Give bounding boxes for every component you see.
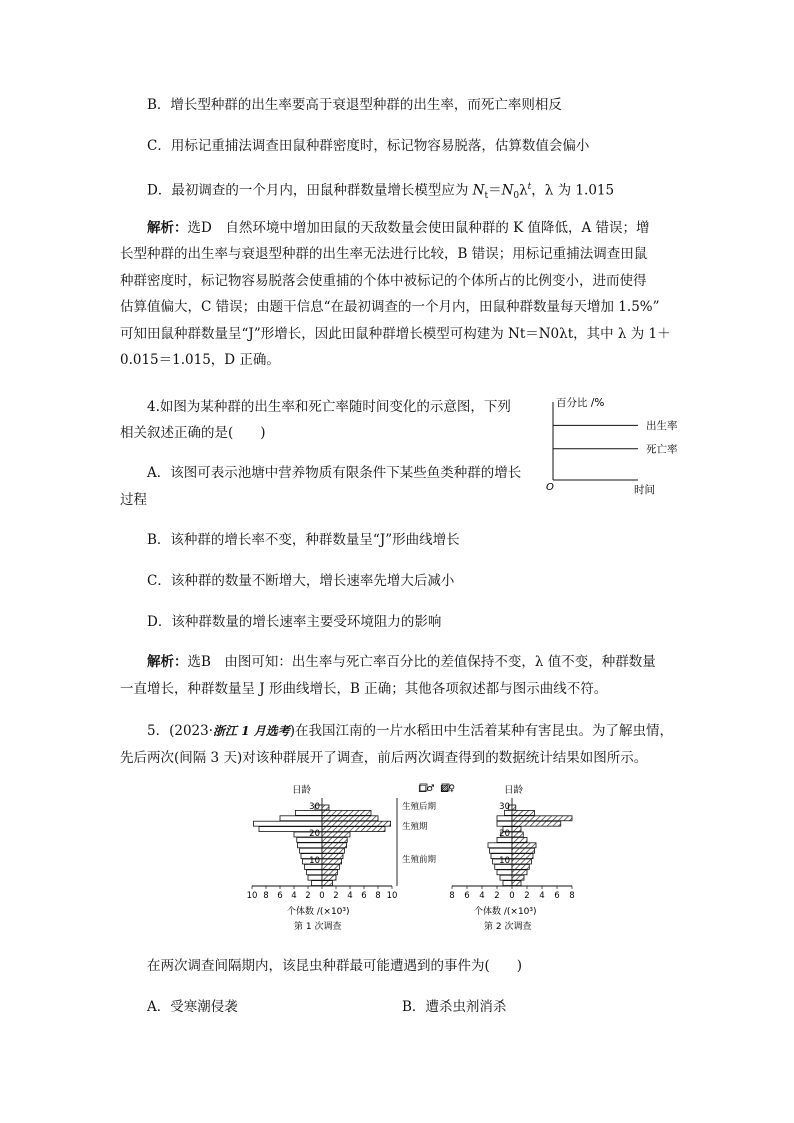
q5-pyr1-x-tick: 2 (305, 891, 311, 901)
q4-stem-line-2: 相关叙述正确的是( ) (120, 425, 266, 441)
q4-option-c: C．该种群的数量不断增大，增长速率先增大后减小 (147, 573, 455, 589)
q3-option-d: D．最初调查的一个月内，田鼠种群数量增长模型应为 $N_t=N_0\lambda^t$，λ 为 1.015 (147, 182, 615, 202)
q5-pyr2-male-bar (497, 870, 512, 875)
q4-x-label: 时间 (634, 484, 655, 496)
q5-pyr1-male-bar (312, 881, 323, 886)
q5-pyr2-male-bar (503, 881, 512, 886)
q5-c1-stage-post: 生殖后期 (402, 802, 437, 812)
q5-pyr1-female-bar (322, 827, 385, 832)
q5-pyr2-female-bar (512, 805, 516, 810)
q5-pyr2-female-bar (512, 875, 524, 880)
q5-pyr1-x-tick: 10 (246, 891, 258, 901)
q5-pyr1-y-tick: 30 (309, 802, 320, 812)
q5-pyr1-x-tick: 8 (375, 891, 381, 901)
q5-pyr1-female-bar (322, 832, 350, 837)
q4-stem-line-1: 4.如图为某种群的出生率和死亡率随时间变化的示意图，下列 (147, 399, 511, 415)
q5-pyr1-x-tick: 0 (319, 891, 325, 901)
q5-pyr1-male-bar (253, 821, 322, 826)
q5-pyr1-x-tick: 4 (291, 891, 297, 901)
q5-pyr1-y-tick: 10 (309, 856, 320, 866)
q5-pyr1-female-bar (322, 881, 333, 886)
q5-pyr1-male-bar (308, 875, 322, 880)
q3-analysis-line-5: 可知田鼠种群数量呈“J”形增长，因此田鼠种群增长模型可构建为 Nt＝N0λt，其中 λ 为 1＋ (120, 326, 671, 342)
q5-pyr2-male-bar (497, 816, 512, 821)
q5-pyr2-x-tick: 8 (449, 891, 455, 901)
q5-pyr1-male-bar (280, 816, 322, 821)
q5-pyr2-x-tick: 8 (569, 891, 575, 901)
q5-pyr1-female-bar (322, 810, 371, 815)
q5-pyr2-y-tick: 30 (499, 802, 510, 812)
q5-pyr1-female-bar (322, 870, 337, 875)
q5-pyr1-female-bar (322, 864, 340, 869)
q5-pyr1-x-tick: 6 (361, 891, 367, 901)
q5-pyr2-female-bar (512, 848, 535, 853)
q5-pyr1-x-tick: 6 (277, 891, 283, 901)
q5-pyr2-female-bar (512, 870, 527, 875)
q5-c1-ylabel: 日龄 (292, 785, 312, 796)
q3-option-c: C．用标记重捕法调查田鼠种群密度时，标记物容易脱落，估算数值会偏小 (147, 138, 590, 154)
q5-stem-line-2: 先后两次(间隔 3 天)对该种群展开了调查，前后两次调查得到的数据统计结果如图所示。 (120, 750, 648, 766)
q5-pyr2-female-bar (512, 827, 521, 832)
q5-pyr2-x-tick: 4 (479, 891, 485, 901)
q4-rate-chart (538, 392, 688, 500)
q5-pyr1-x-tick: 4 (347, 891, 353, 901)
q3-analysis-line-4: 估算值偏大，C 错误；由题干信息“在最初调查的一个月内，田鼠种群数量每天增加 1.5%” (120, 299, 660, 315)
q5-pyr2-x-tick: 4 (539, 891, 545, 901)
q5-pyr2-male-bar (490, 848, 513, 853)
q4-analysis-line-2: 一直增长，种群数量呈 J 形曲线增长，B 正确；其他各项叙述都与图示曲线不符。 (120, 681, 608, 697)
q5-pyr1-x-tick: 8 (263, 891, 269, 901)
q5-question: 在两次调查间隔期内，该昆虫种群最可能遭遇到的事件为( ) (147, 958, 523, 974)
q5-pyr2-female-bar (512, 859, 532, 864)
q5-pyr2-female-bar (512, 832, 523, 837)
q5-c1-stage-pre: 生殖前期 (402, 855, 437, 865)
q5-pyr1-x-tick: 2 (333, 891, 339, 901)
q5-pyr2-male-bar (488, 843, 512, 848)
q5-c2-ylabel: 日龄 (504, 785, 524, 796)
q5-pyr2-y-tick: 10 (499, 856, 510, 866)
q5-pyr2-female-bar (512, 837, 527, 842)
q5-pyr2-female-bar (512, 821, 561, 826)
q5-pyr2-female-bar (512, 816, 572, 821)
q5-pyr2-female-bar (512, 864, 529, 869)
q4-analysis-line-1: 解析：选B 由图可知：出生率与死亡率百分比的差值保持不变，λ 值不变，种群数量 (147, 654, 656, 670)
q5-pyr1-female-bar (322, 859, 342, 864)
q5-option-b: B．遭杀虫剂消杀 (402, 999, 507, 1015)
q5-c1-title: 第 1 次调查 (294, 922, 342, 932)
q5-pyr1-female-bar (322, 816, 378, 821)
q5-pyr1-male-bar (307, 870, 322, 875)
q5-option-a: A．受寒潮侵袭 (147, 999, 238, 1015)
q5-pyr1-female-bar (322, 843, 347, 848)
q5-pyr2-x-tick: 0 (509, 891, 515, 901)
q5-pyr1-x-tick: 10 (386, 891, 398, 901)
q5-pyr2-female-bar (512, 854, 533, 859)
q5-pyr2-x-tick: 6 (554, 891, 560, 901)
q5-chart-2 (449, 784, 574, 932)
q5-pyr2-female-bar (512, 843, 536, 848)
q3-analysis-line-1: 解析：选D 自然环境中增加田鼠的天敌数量会使田鼠种群的 K 值降低，A 错误；增 (147, 220, 650, 236)
q5-c1-stage-repro: 生殖期 (402, 822, 428, 832)
q4-option-a-line-1: A．该图可表示池塘中营养物质有限条件下某些鱼类种群的增长 (147, 465, 522, 481)
q4-y-label: 百分比 /% (556, 397, 605, 409)
q4-birth-rate-label: 出生率 (646, 419, 678, 432)
q5-pyr2-y-tick: 20 (499, 829, 510, 839)
q3-option-b: B．增长型种群的出生率要高于衰退型种群的出生率，而死亡率则相反 (147, 97, 562, 113)
q5-pyr1-female-bar (322, 805, 329, 810)
q5-pyr1-female-bar (322, 821, 391, 826)
q5-pyr2-x-tick: 6 (464, 891, 470, 901)
q4-death-rate-label: 死亡率 (646, 443, 678, 456)
q5-pyr1-female-bar (322, 837, 347, 842)
q5-pyr2-male-bar (497, 821, 512, 826)
q5-pyr1-male-bar (298, 843, 323, 848)
q5-stem-line-1: 5．(2023·浙江 1 月选考)在我国江南的一片水稻田中生活着某种有害昆虫。为了解虫情， (147, 723, 674, 739)
q5-legend (418, 784, 455, 794)
q5-legend-female-label: ▨♀ (440, 784, 456, 794)
q5-pyr2-male-bar (500, 875, 512, 880)
q4-option-b: B．该种群的增长率不变，种群数量呈“J”形曲线增长 (147, 532, 460, 548)
q3-analysis-line-3: 种群密度时，标记物容易脱落会使重捕的个体中被标记的个体所占的比例变小，进而使得 (120, 273, 647, 289)
q5-legend-male-label: □♂ (418, 784, 435, 794)
q5-pyr2-female-bar (512, 810, 535, 815)
q5-pyr2-female-bar (512, 881, 521, 886)
q3-analysis-line-2: 长型种群的出生率与衰退型种群的出生率无法进行比较，B 错误；用标记重捕法调查田鼠 (120, 246, 648, 262)
q5-age-pyramids (242, 780, 582, 935)
q5-chart-1 (247, 784, 437, 932)
q5-c2-title: 第 2 次调查 (484, 922, 532, 932)
q5-c2-xlabel: 个体数 /(×10³) (474, 907, 537, 917)
q4-option-d: D．该种群数量的增长速率主要受环境阻力的影响 (147, 614, 442, 630)
q5-pyr1-female-bar (322, 875, 336, 880)
q4-option-a-line-2: 过程 (120, 492, 147, 508)
q3-analysis-line-6: 0.015＝1.015，D 正确。 (120, 352, 280, 368)
q5-pyr1-male-bar (300, 848, 322, 853)
q4-origin-label: O (546, 482, 554, 493)
q5-c1-xlabel: 个体数 /(×10³) (287, 907, 350, 917)
q5-pyr2-x-tick: 2 (524, 891, 530, 901)
q5-pyr2-x-tick: 2 (494, 891, 500, 901)
q5-pyr1-y-tick: 20 (309, 829, 320, 839)
q5-pyr1-female-bar (322, 848, 344, 853)
q5-pyr1-female-bar (322, 854, 343, 859)
